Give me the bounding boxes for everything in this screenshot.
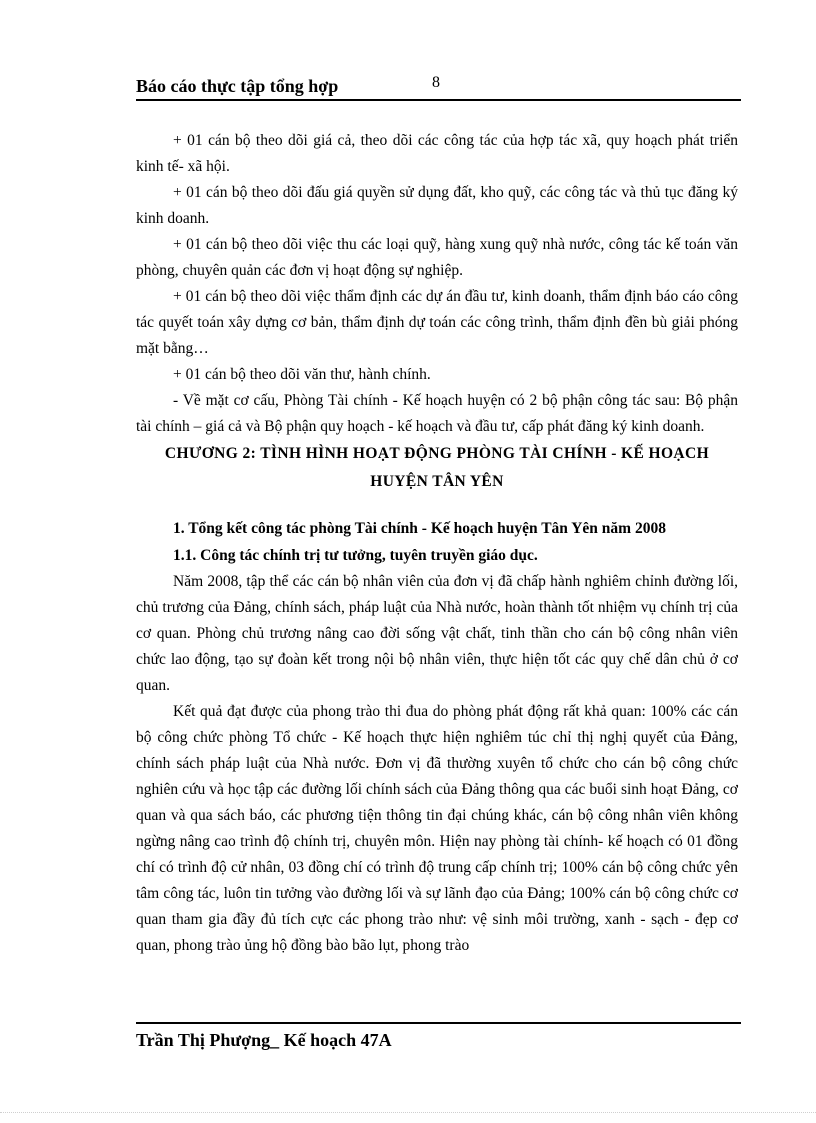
paragraph: + 01 cán bộ theo dõi việc thẩm định các dự án đầu tư, kinh doanh, thẩm định báo cáo công tác quyết toán xây dựng cơ bản, thẩm định dự toán các công trình, thẩm định đền bù giải phóng mặt bằng… bbox=[136, 288, 738, 357]
header-title: Báo cáo thực tập tổng hợp bbox=[136, 76, 339, 96]
paragraph: Năm 2008, tập thể các cán bộ nhân viên của đơn vị đã chấp hành nghiêm chỉnh đường lối, chủ trương của Đảng, chính sách, pháp luật của Nhà nước, hoàn thành tốt nhiệm vụ chính trị của cơ quan. Phòng chủ trương nâng cao đời sống vật chất, tinh thần cho cán bộ công nhân viên chức lao động, tạo sự đoàn kết trong nội bộ nhân viên, thực hiện tốt các quy chế dân chủ ở cơ quan. bbox=[136, 573, 738, 694]
paragraph: + 01 cán bộ theo dõi việc thu các loại quỹ, hàng xung quỹ nhà nước, công tác kế toán văn phòng, chuyên quản các đơn vị hoạt động sự nghiệp. bbox=[136, 236, 738, 279]
page-header bbox=[136, 76, 740, 100]
document-body bbox=[136, 128, 738, 959]
footer-author: Trần Thị Phượng_ Kế hoạch 47A bbox=[136, 1030, 392, 1050]
chapter-heading-line1: CHƯƠNG 2: TÌNH HÌNH HOẠT ĐỘNG PHÒNG TÀI CHÍNH - KẾ HOẠCH bbox=[164, 445, 710, 462]
section-heading-1-1: 1.1. Công tác chính trị tư tưởng, tuyên truyền giáo dục. bbox=[173, 547, 538, 564]
paragraph: + 01 cán bộ theo dõi văn thư, hành chính. bbox=[173, 366, 431, 383]
paragraph: - Về mặt cơ cấu, Phòng Tài chính - Kế hoạch huyện có 2 bộ phận công tác sau: Bộ phận tài chính – giá cả và Bộ phận quy hoạch - kế hoạch và đầu tư, cấp phát đăng ký kinh doanh. bbox=[136, 392, 738, 435]
footer-rule bbox=[136, 1022, 741, 1024]
page-number: 8 bbox=[432, 74, 440, 91]
paragraph: + 01 cán bộ theo dõi đấu giá quyền sử dụng đất, kho quỹ, các công tác và thủ tục đăng ký kinh doanh. bbox=[136, 184, 738, 227]
header-rule bbox=[136, 99, 741, 101]
paragraph: + 01 cán bộ theo dõi giá cả, theo dõi các công tác của hợp tác xã, quy hoạch phát triển kinh tế- xã hội. bbox=[136, 132, 738, 175]
page-bottom-edge bbox=[0, 1112, 816, 1113]
paragraph: Kết quả đạt được của phong trào thi đua do phòng phát động rất khả quan: 100% các cán bộ công chức phòng Tổ chức - Kế hoạch thực hiện nghiêm túc chỉ thị nghị quyết của Đảng, chính sách pháp luật của Nhà nước. Đơn vị đã thường xuyên tổ chức cho cán bộ công chức nghiên cứu và học tập các đường lối chính sách của Đảng thông qua các buổi sinh hoạt Đảng, cơ quan và qua sách báo, các phương tiện thông tin đại chúng khác, cán bộ công nhân viên không ngừng nâng cao trình độ chính trị, chuyên môn. Hiện nay phòng tài chính- kế hoạch có 01 đồng chí có trình độ cử nhân, 03 đồng chí có trình độ trung cấp chính trị; 100% cán bộ công chức yên tâm công tác, luôn tin tưởng vào đường lối và sự lãnh đạo của Đảng; 100% cán bộ công chức cơ quan tham gia đầy đủ tích cực các phong trào như: vệ sinh môi trường, xanh - sạch - đẹp cơ quan, phong trào ủng hộ đồng bào bão lụt, phong trào bbox=[136, 703, 738, 954]
spacer bbox=[136, 496, 738, 515]
chapter-heading-line2: HUYỆN TÂN YÊN bbox=[370, 473, 504, 490]
section-heading-1: 1. Tổng kết công tác phòng Tài chính - Kế hoạch huyện Tân Yên năm 2008 bbox=[173, 520, 666, 537]
